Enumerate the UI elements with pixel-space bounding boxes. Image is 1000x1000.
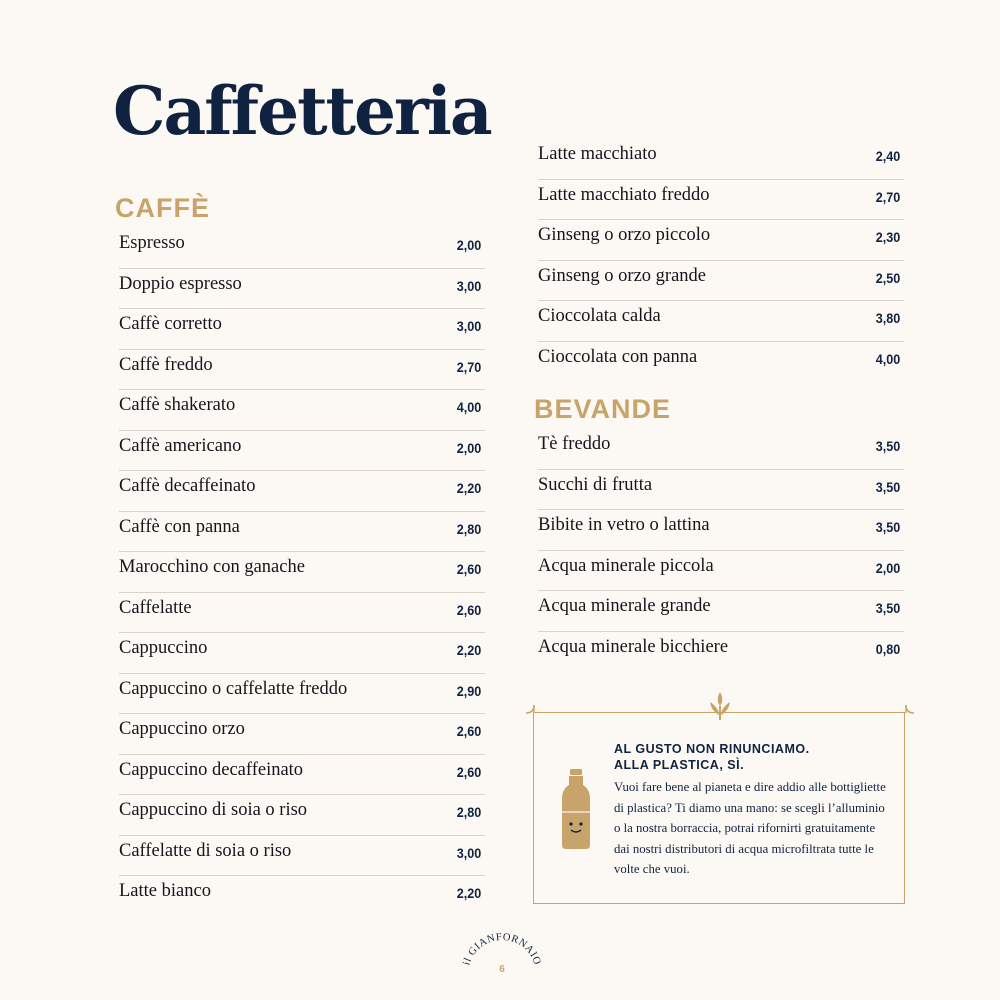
svg-text:il GIANFORNAIO: il GIANFORNAIO [462, 931, 542, 967]
menu-item-price: 2,20 [456, 885, 481, 901]
menu-item-name: Cioccolata calda [538, 306, 661, 326]
plastic-free-note [533, 712, 905, 904]
menu-item-name: Bibite in vetro o lattina [538, 515, 710, 535]
menu-item-price: 2,80 [456, 520, 481, 537]
menu-item-caffe-shakerato [119, 390, 485, 431]
menu-item-price: 3,50 [875, 600, 900, 616]
caffe-list [119, 228, 485, 917]
menu-item-name: Caffè decaffeinato [119, 476, 256, 496]
menu-item-espresso [119, 228, 485, 269]
menu-item-name: Marocchino con ganache [119, 557, 305, 577]
menu-item-name: Cappuccino o caffelatte freddo [119, 678, 348, 699]
menu-item-acqua-minerale-piccola [538, 551, 904, 592]
menu-item-name: Acqua minerale grande [538, 596, 711, 616]
menu-item-price: 3,00 [456, 318, 481, 334]
menu-item-price: 2,40 [875, 148, 900, 164]
gianfornaio-logo-icon [462, 930, 542, 980]
note-body: Vuoi fare bene al pianeta e dire addio alle bottigliette di plastica? Ti diamo una mano: se scegli l’alluminio o la nostra borraccia, potrai rifornirti gratuitamente dai nostri distributori di acqua microfiltrata tutte le volte che vuoi. [614, 780, 886, 876]
note-title [614, 741, 884, 773]
menu-item-ginseng-o-orzo-piccolo [538, 220, 904, 261]
menu-item-cappuccino [119, 633, 485, 674]
menu-item-price: 4,00 [456, 399, 481, 415]
menu-item-cappuccino-decaffeinato [119, 755, 485, 796]
menu-item-name: Latte macchiato [538, 144, 657, 164]
menu-item-price: 3,00 [456, 844, 481, 861]
menu-item-price: 2,60 [456, 601, 481, 618]
menu-item-caffe-con-panna [119, 512, 485, 553]
note-title-line2: ALLA PLASTICA, SÌ. [614, 758, 745, 772]
menu-item-acqua-minerale-bicchiere [538, 632, 904, 673]
menu-item-name: Caffè shakerato [119, 395, 236, 415]
menu-item-latte-bianco [119, 876, 485, 917]
menu-item-name: Ginseng o orzo piccolo [538, 225, 711, 245]
menu-item-name: Latte bianco [119, 881, 211, 901]
menu-item-price: 2,90 [456, 682, 481, 699]
bevande-list [538, 429, 904, 672]
menu-item-price: 2,70 [456, 358, 481, 375]
menu-item-name: Doppio espresso [119, 273, 242, 294]
menu-item-cappuccino-di-soia-o-riso [119, 795, 485, 836]
section-heading-caffe: CAFFÈ [115, 193, 210, 223]
menu-item-price: 2,70 [875, 188, 900, 205]
menu-item-price: 3,50 [875, 438, 900, 454]
menu-item-caffe-americano [119, 431, 485, 472]
menu-item-price: 2,60 [456, 561, 481, 577]
menu-item-name: Cappuccino decaffeinato [119, 759, 304, 780]
menu-item-cappuccino-o-caffelatte-freddo [119, 674, 485, 715]
menu-item-latte-macchiato [538, 139, 904, 180]
menu-item-price: 3,50 [875, 478, 900, 495]
menu-item-name: Tè freddo [538, 434, 611, 454]
menu-item-price: 4,00 [875, 350, 900, 367]
water-bottle-icon [560, 769, 592, 849]
menu-item-cioccolata-calda [538, 301, 904, 342]
menu-item-name: Succhi di frutta [538, 474, 653, 495]
menu-item-name: Ginseng o orzo grande [538, 265, 706, 286]
menu-item-te-freddo [538, 429, 904, 470]
menu-item-latte-macchiato-freddo [538, 180, 904, 221]
menu-item-name: Cioccolata con panna [538, 346, 698, 367]
menu-item-bibite-in-vetro-o-lattina [538, 510, 904, 551]
menu-item-price: 2,60 [456, 723, 481, 739]
menu-item-caffelatte [119, 593, 485, 634]
menu-item-name: Acqua minerale piccola [538, 555, 714, 576]
caffe-continued-list [538, 139, 904, 382]
menu-item-acqua-minerale-grande [538, 591, 904, 632]
menu-item-ginseng-o-orzo-grande [538, 261, 904, 302]
menu-item-price: 2,20 [456, 480, 481, 496]
menu-item-name: Caffelatte di soia o riso [119, 840, 292, 861]
menu-item-name: Cappuccino di soia o riso [119, 800, 308, 820]
section-heading-bevande: BEVANDE [534, 394, 672, 424]
menu-item-price: 2,00 [456, 439, 481, 456]
menu-item-name: Latte macchiato freddo [538, 184, 710, 205]
menu-item-price: 2,00 [875, 559, 900, 576]
menu-item-price: 2,20 [456, 642, 481, 658]
menu-item-price: 3,00 [456, 277, 481, 294]
svg-text:6: 6 [499, 964, 505, 975]
menu-item-name: Caffè freddo [119, 354, 213, 375]
menu-item-name: Caffè corretto [119, 314, 222, 334]
menu-item-price: 2,60 [456, 763, 481, 780]
menu-item-name: Caffè americano [119, 435, 242, 456]
menu-item-marocchino-con-ganache [119, 552, 485, 593]
page-title: Caffetteria [113, 72, 491, 150]
menu-item-name: Acqua minerale bicchiere [538, 636, 729, 657]
menu-item-price: 2,80 [456, 804, 481, 820]
menu-item-doppio-espresso [119, 269, 485, 310]
footer-logo [462, 930, 542, 985]
menu-item-name: Espresso [119, 233, 185, 253]
menu-item-succhi-di-frutta [538, 470, 904, 511]
menu-item-name: Caffelatte [119, 597, 192, 618]
menu-item-price: 2,00 [456, 237, 481, 253]
menu-item-cioccolata-con-panna [538, 342, 904, 383]
menu-item-price: 3,80 [875, 310, 900, 326]
menu-item-caffe-corretto [119, 309, 485, 350]
menu-item-caffe-decaffeinato [119, 471, 485, 512]
menu-item-price: 2,50 [875, 269, 900, 286]
menu-item-cappuccino-orzo [119, 714, 485, 755]
menu-item-price: 2,30 [875, 229, 900, 245]
menu-item-name: Cappuccino orzo [119, 719, 245, 739]
menu-item-caffe-freddo [119, 350, 485, 391]
menu-item-caffelatte-di-soia-o-riso [119, 836, 485, 877]
note-title-line1: AL GUSTO NON RINUNCIAMO. [614, 742, 810, 756]
menu-item-price: 3,50 [875, 519, 900, 535]
menu-item-price: 0,80 [875, 640, 900, 657]
menu-item-name: Cappuccino [119, 638, 208, 658]
menu-item-name: Caffè con panna [119, 516, 240, 537]
